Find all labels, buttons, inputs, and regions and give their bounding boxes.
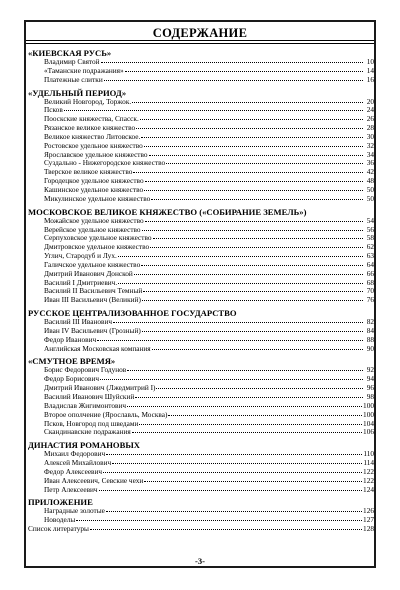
toc-entry-page: 20 (366, 96, 374, 106)
toc-entry-page: 88 (366, 334, 374, 344)
toc-entry-page: 42 (366, 167, 374, 177)
toc-section (26, 48, 374, 85)
toc-entry-title: Галичское удельное княжество (44, 259, 141, 269)
dot-leader (118, 283, 363, 284)
toc-entry-title: Владимир Святой (44, 57, 100, 66)
dot-leader (152, 349, 363, 350)
toc-entry-page: 36 (366, 158, 374, 168)
toc-entry-page: 106 (363, 427, 374, 437)
toc-entry-page: 84 (366, 325, 374, 335)
toc-entry-page: 48 (366, 176, 374, 186)
toc-entry-title: Иван IV Васильевич (Грозный) (44, 325, 141, 335)
dot-leader (106, 511, 362, 512)
toc-entry-title: Пооскские княжества, Спасск. (44, 114, 139, 124)
toc-entry-title: Новоделы (44, 515, 76, 525)
toc-entry[interactable] (26, 195, 374, 204)
toc-entry-title: Федор Иванович (44, 334, 97, 344)
dot-leader (168, 415, 362, 416)
dot-leader (149, 155, 363, 156)
dot-leader (127, 370, 363, 371)
toc-entry-page: 26 (366, 114, 374, 124)
toc-entry-page: 104 (363, 418, 374, 428)
toc-entry-title: Петр Алексеевич (44, 484, 98, 494)
toc-entry-page: 76 (366, 295, 374, 305)
toc-entry-title: Борис Федорович Годунов (44, 365, 127, 375)
toc-entry-title: Дмитрий Иванович (Лжедмитрий I) (44, 383, 156, 393)
toc-entry-title: Василий I Дмитриевич. (44, 277, 118, 287)
toc-entry-page: 28 (366, 123, 374, 133)
dot-leader (140, 119, 363, 120)
dot-leader (104, 80, 363, 81)
dot-leader (153, 238, 364, 239)
dot-leader (133, 172, 363, 173)
toc-section-title[interactable]: «КИЕВСКАЯ РУСЬ» (28, 48, 112, 58)
table-of-contents (26, 45, 374, 534)
toc-entry-title: Можайское удельное княжество (44, 215, 144, 225)
toc-entry-page: 96 (366, 383, 374, 393)
toc-entry-page: 126 (363, 506, 374, 516)
toc-entry-page: 56 (366, 224, 374, 234)
toc-entry-title: Тверское великое княжество (44, 167, 133, 177)
toc-entry-page: 58 (366, 233, 374, 243)
toc-section-title[interactable]: «СМУТНОЕ ВРЕМЯ» (28, 356, 116, 367)
toc-entry-page: 92 (366, 365, 374, 375)
toc-entry[interactable] (26, 76, 374, 85)
toc-entry-title: Федор Борисович (44, 374, 100, 384)
toc-entry-page: 122 (363, 466, 374, 476)
toc-section-title[interactable]: ПРИЛОЖЕНИЕ (28, 497, 93, 508)
toc-entry-title: Дмитрий Иванович Донской (44, 268, 133, 278)
toc-entry-title: Список литературы (28, 524, 89, 534)
toc-entry-title: Иван III Васильевич (Великий) (44, 295, 141, 305)
toc-entry[interactable] (26, 98, 374, 107)
toc-entry-page: 82 (366, 317, 374, 327)
toc-entry-title: Великое княжество Литовское. (44, 131, 141, 141)
toc-entry-page: 66 (366, 268, 374, 278)
page-title: СОДЕРЖАНИЕ (152, 26, 248, 40)
toc-section-title[interactable]: МОСКОВСКОЕ ВЕЛИКОЕ КНЯЖЕСТВО («СОБИРАНИЕ ЗЕМЕЛЬ») (28, 206, 307, 217)
toc-entry-title: Василий Иванович Шуйский (44, 392, 135, 401)
toc-entry-title: Английская Московская компания (44, 343, 151, 353)
toc-entry-page: 98 (366, 392, 374, 401)
dot-leader (134, 274, 363, 275)
toc-entry-title: Второе ополчение (Ярославль, Москва) (44, 409, 168, 419)
toc-entry-page: 63 (366, 251, 374, 261)
toc-entry-page: 50 (366, 184, 374, 194)
dot-leader (166, 163, 363, 164)
toc-entry-title: Верейское удельное княжество (44, 224, 141, 234)
toc-entry-page: 70 (366, 286, 374, 296)
toc-entry-title: Ростовское удельное княжество (44, 140, 143, 150)
dot-leader (132, 102, 363, 103)
toc-entry-page: 24 (366, 105, 374, 115)
toc-section-title[interactable]: ДИНАСТИЯ РОМАНОВЫХ (28, 440, 140, 451)
toc-entry-page: 100 (363, 400, 374, 410)
dot-leader (142, 300, 363, 301)
toc-entry-page: 14 (366, 65, 374, 75)
toc-entry-title: Иван Алексеевич, Севские чехи (44, 475, 144, 485)
dot-leader (97, 340, 363, 341)
toc-entry-title: Платежные слитки (44, 74, 103, 84)
toc-entry[interactable] (26, 525, 374, 534)
dot-leader (145, 181, 363, 182)
toc-entry-title: Псков, Новгород под шведами (44, 418, 139, 428)
toc-entry-title: Василий II Васильевич Темный (44, 286, 143, 296)
toc-entry-page: 50 (366, 193, 374, 203)
dot-leader (132, 432, 362, 433)
dot-leader (100, 379, 363, 380)
toc-entry-title: Кашинское удельное княжество (44, 184, 144, 194)
toc-section (26, 440, 374, 494)
toc-entry-title: Ярославское удельное княжество (44, 149, 148, 159)
dot-leader (145, 221, 363, 222)
dot-leader (150, 247, 363, 248)
dot-leader (141, 137, 363, 138)
toc-entry-title: Федор Алексеевич (44, 466, 103, 476)
dot-leader (139, 424, 362, 425)
dot-leader (99, 490, 362, 491)
dot-leader (127, 406, 362, 407)
toc-entry-title: Псков (44, 105, 63, 115)
toc-entry-page: 100 (363, 409, 374, 419)
toc-section-title[interactable]: «УДЕЛЬНЫЙ ПЕРИОД» (28, 87, 127, 98)
toc-entry-page: 90 (366, 343, 374, 353)
toc-entry-page: 127 (363, 515, 374, 525)
dot-leader (142, 331, 363, 332)
dot-leader (141, 265, 363, 266)
toc-section (26, 497, 374, 525)
toc-entry[interactable] (26, 486, 374, 495)
dot-leader (76, 520, 362, 521)
toc-entry-title: Василий III Иванович (44, 317, 113, 327)
dot-leader (136, 128, 363, 129)
toc-entry-page: 54 (366, 215, 374, 225)
toc-entry[interactable] (26, 507, 374, 516)
toc-entry-page: 32 (366, 140, 374, 150)
dot-leader (64, 110, 363, 111)
toc-entry-page: 30 (366, 131, 374, 141)
dot-leader (151, 199, 363, 200)
toc-entry[interactable] (26, 345, 374, 354)
toc-entry[interactable] (26, 296, 374, 305)
toc-section (26, 207, 374, 305)
toc-entry-title: Городецкое удельное княжество (44, 176, 144, 186)
toc-entry-title: Владислав Жигимонтович (44, 400, 127, 410)
dot-leader (112, 463, 362, 464)
toc-entry-page: 128 (363, 524, 374, 534)
toc-entry-title: Алексей Михайлович (44, 458, 112, 468)
toc-section (26, 308, 374, 353)
toc-entry-title: Рязанское великое княжество (44, 123, 136, 133)
toc-entry-title: Углич, Стародуб и Лух. (44, 251, 117, 261)
toc-entry-page: 94 (366, 374, 374, 384)
toc-entry-title: Наградные золотые (44, 506, 105, 516)
page-number: -3- (195, 556, 205, 566)
dot-leader (90, 529, 362, 530)
dot-leader (135, 397, 363, 398)
dot-leader (144, 190, 363, 191)
toc-entry-page: 16 (366, 74, 374, 84)
toc-entry-title: Дмитровское удельное княжество (44, 242, 150, 252)
toc-entry-page: 122 (363, 475, 374, 485)
toc-section (26, 88, 374, 204)
dot-leader (142, 230, 363, 231)
toc-section-title[interactable]: РУССКОЕ ЦЕНТРАЛИЗОВАННОЕ ГОСУДАРСТВО (28, 308, 237, 319)
toc-entry[interactable] (26, 428, 374, 437)
toc-entry-title: Серпуховское удельное княжество (44, 233, 152, 243)
dot-leader (156, 388, 363, 389)
toc-entry-title: Великий Новгород, Торжок. (44, 96, 132, 106)
toc-entry-page: 34 (366, 149, 374, 159)
toc-entry-page: 110 (363, 449, 374, 459)
toc-entry-page: 64 (366, 259, 374, 269)
dot-leader (144, 146, 363, 147)
toc-entry-page: 62 (366, 242, 374, 252)
toc-entry-title: «Таманские подражания» (44, 65, 124, 75)
toc-entry-title: Скандинавские подражания (44, 427, 131, 437)
dot-leader (113, 322, 363, 323)
dot-leader (103, 472, 362, 473)
dot-leader (106, 454, 362, 455)
toc-entry-title: Суздально - Нижегородское княжество (44, 158, 166, 168)
dot-leader (125, 71, 363, 72)
title-rule-bottom (26, 43, 374, 44)
title-rule-top (26, 40, 374, 41)
dot-leader (143, 291, 363, 292)
dot-leader (144, 481, 362, 482)
toc-entry-page: 10 (366, 57, 374, 66)
dot-leader (118, 256, 363, 257)
toc-entry-title: Михаил Федорович (44, 449, 106, 459)
toc-section (26, 356, 374, 437)
toc-entry-page: 114 (363, 458, 374, 468)
dot-leader (101, 62, 363, 63)
toc-entry-page: 124 (363, 484, 374, 494)
toc-entry-title: Микулинское удельное княжество (44, 193, 151, 203)
toc-entry-page: 68 (366, 277, 374, 287)
